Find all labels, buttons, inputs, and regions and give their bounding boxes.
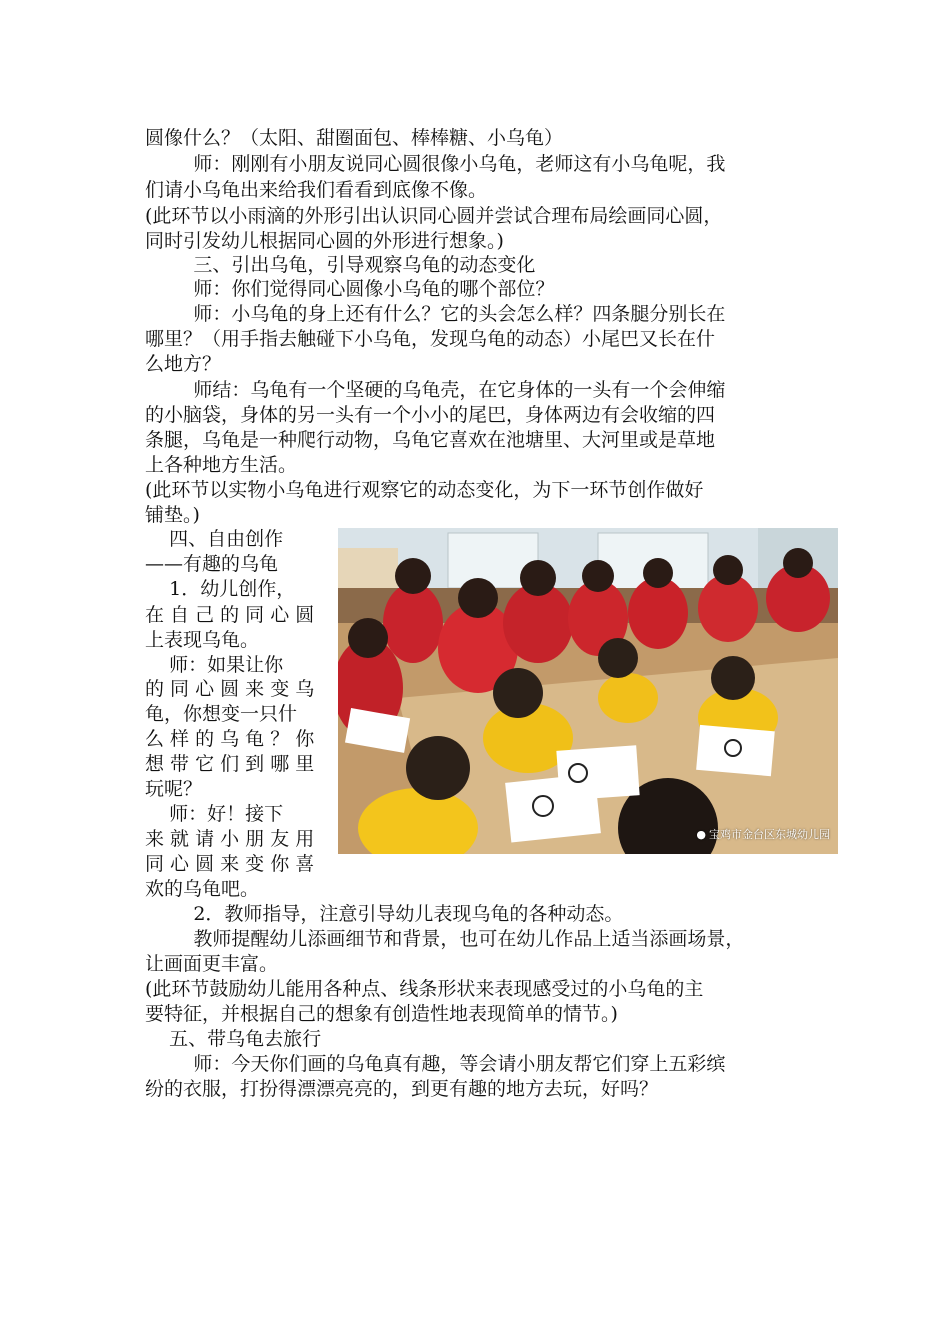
text-line: 来 就 请 小 朋 友 用 <box>145 828 315 850</box>
text-line: 师：你们觉得同心圆像小乌龟的哪个部位？ <box>145 278 555 300</box>
text-line: 条腿，乌龟是一种爬行动物，乌龟它喜欢在池塘里、大河里或是草地 <box>145 429 716 451</box>
text-line: 1．幼儿创作， <box>145 578 296 600</box>
text-line: 纷的衣服，打扮得漂漂亮亮的，到更有趣的地方去玩，好吗？ <box>145 1078 659 1100</box>
text-line: 教师提醒幼儿添画细节和背景，也可在幼儿作品上适当添画场景， <box>145 928 745 950</box>
text-line: ——有趣的乌龟 <box>145 553 279 575</box>
text-line: 同时引发幼儿根据同心圆的外形进行想象。) <box>145 230 504 252</box>
section-heading: 五、带乌龟去旅行 <box>145 1028 322 1050</box>
text-line: 师结：乌龟有一个坚硬的乌龟壳，在它身体的一头有一个会伸缩 <box>145 379 726 401</box>
classroom-photo-art <box>338 528 838 854</box>
text-line: (此环节以小雨滴的外形引出认识同心圆并尝试合理布局绘画同心圆， <box>145 205 723 227</box>
wechat-icon: ● <box>696 828 706 841</box>
text-line: (此环节鼓励幼儿能用各种点、线条形状来表现感受过的小乌龟的主 <box>145 978 704 1000</box>
watermark <box>696 826 830 842</box>
text-line: 师：刚刚有小朋友说同心圆很像小乌龟，老师这有小乌龟呢，我 <box>145 153 726 175</box>
text-line: 同 心 圆 来 变 你 喜 <box>145 853 315 875</box>
watermark-text: 宝鸡市金台区东城幼儿园 <box>709 828 830 841</box>
text-line: 玩呢？ <box>145 778 203 800</box>
text-line: 的小脑袋，身体的另一头有一个小小的尾巴，身体两边有会收缩的四 <box>145 404 716 426</box>
text-line: 圆像什么？（太阳、甜圈面包、棒棒糖、小乌龟） <box>145 127 564 149</box>
text-line: 师：小乌龟的身上还有什么？它的头会怎么样？四条腿分别长在 <box>145 303 726 325</box>
text-line: 龟，你想变一只什 <box>145 703 298 725</box>
text-line: 师：好！接下 <box>145 803 284 825</box>
text-line: 要特征，并根据自己的想象有创造性地表现简单的情节。) <box>145 1003 618 1025</box>
text-line: 让画面更丰富。 <box>145 953 279 975</box>
text-line: 师：今天你们画的乌龟真有趣，等会请小朋友帮它们穿上五彩缤 <box>145 1053 726 1075</box>
text-line: 的 同 心 圆 来 变 乌 <box>145 678 315 700</box>
text-line: 师：如果让你 <box>145 654 284 676</box>
classroom-photo <box>338 528 838 854</box>
text-line: 欢的乌龟吧。 <box>145 878 260 900</box>
text-line: 么地方？ <box>145 353 222 375</box>
text-line: 铺垫。) <box>145 504 200 526</box>
text-line: 想 带 它 们 到 哪 里 <box>145 753 315 775</box>
text-line: 哪里？（用手指去触碰下小乌龟，发现乌龟的动态）小尾巴又长在什 <box>145 328 716 350</box>
text-line: 上各种地方生活。 <box>145 454 298 476</box>
text-line: 2．教师指导，注意引导幼儿表现乌龟的各种动态。 <box>145 903 624 925</box>
section-heading: 三、引出乌龟，引导观察乌龟的动态变化 <box>145 254 536 276</box>
text-line: 在 自 己 的 同 心 圆 <box>145 604 315 626</box>
text-line: 么 样 的 乌 龟 ？ 你 <box>145 728 315 750</box>
section-heading: 四、自由创作 <box>145 528 284 550</box>
text-line: (此环节以实物小乌龟进行观察它的动态变化，为下一环节创作做好 <box>145 479 704 501</box>
text-line: 上表现乌龟。 <box>145 629 260 651</box>
text-line: 们请小乌龟出来给我们看看到底像不像。 <box>145 179 488 201</box>
